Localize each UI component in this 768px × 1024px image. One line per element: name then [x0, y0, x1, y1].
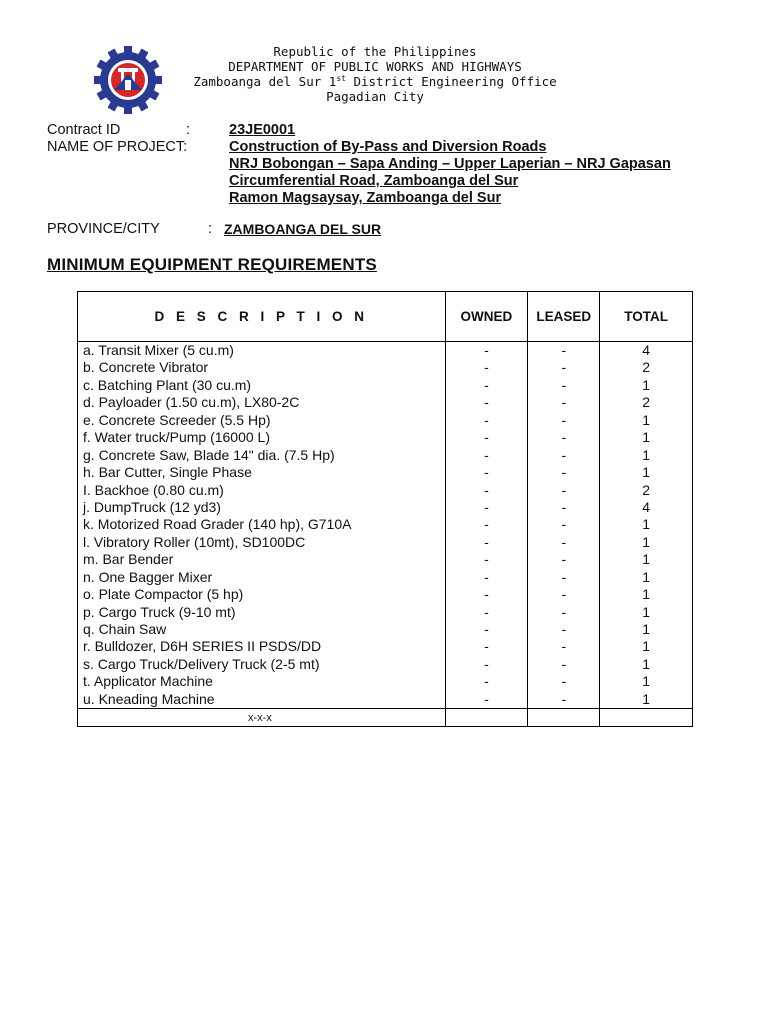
leased-value: -	[561, 411, 567, 428]
equipment-description: q. Chain Saw	[83, 621, 167, 637]
owned-value: -	[484, 516, 489, 533]
owned-value: -	[484, 376, 489, 393]
leased-value: -	[561, 603, 567, 620]
leased-value: -	[561, 533, 567, 550]
owned-value: -	[484, 568, 489, 585]
owned-value: -	[484, 411, 489, 428]
total-value: 1	[642, 429, 651, 446]
leased-value: -	[561, 342, 567, 358]
equipment-description: p. Cargo Truck (9-10 mt)	[83, 603, 236, 620]
province-colon: :	[208, 221, 213, 237]
leased-column	[528, 342, 600, 709]
leased-value: -	[561, 359, 567, 376]
equipment-description: r. Bulldozer, D6H SERIES II PSDS/DD	[83, 638, 322, 655]
owned-value: -	[484, 638, 489, 655]
equipment-description: b. Concrete Vibrator	[83, 359, 209, 376]
dpwh-logo-icon	[92, 44, 164, 116]
total-value: 1	[642, 621, 651, 637]
leased-value: -	[561, 394, 567, 411]
equipment-description: I. Backhoe (0.80 cu.m)	[83, 481, 224, 498]
leased-value: -	[561, 446, 567, 463]
contract-id-label: Contract ID	[47, 122, 121, 138]
total-value: 1	[642, 446, 651, 463]
project-name-line: Ramon Magsaysay, Zamboanga del Sur	[229, 190, 502, 206]
leased-value: -	[561, 638, 567, 655]
owned-value: -	[484, 481, 489, 498]
total-value: 1	[642, 673, 651, 690]
leased-value: -	[561, 481, 567, 498]
section-title: MINIMUM EQUIPMENT REQUIREMENTS	[47, 255, 377, 274]
province-label: PROVINCE/CITY	[47, 221, 160, 237]
header-district-office: Zamboanga del Sur 1st District Engineering Office	[193, 73, 557, 89]
equipment-description: c. Batching Plant (30 cu.m)	[83, 376, 252, 393]
leased-value: -	[561, 429, 567, 446]
header-owned: OWNED	[445, 292, 528, 342]
total-value: 1	[642, 568, 651, 585]
equipment-description: f. Water truck/Pump (16000 L)	[83, 429, 270, 446]
contract-id-value: 23JE0001	[229, 122, 296, 138]
equipment-description: k. Motorized Road Grader (140 hp), G710A	[83, 516, 352, 533]
header-total: TOTAL	[600, 292, 693, 342]
leased-value: -	[561, 498, 567, 515]
equipment-description: h. Bar Cutter, Single Phase	[83, 464, 252, 481]
equipment-description: o. Plate Compactor (5 hp)	[83, 586, 244, 603]
header-leased: LEASED	[528, 292, 600, 342]
owned-value: -	[484, 586, 489, 603]
equipment-description: s. Cargo Truck/Delivery Truck (2-5 mt)	[83, 655, 320, 672]
total-value: 1	[642, 603, 651, 620]
contract-id-colon: :	[186, 122, 191, 138]
project-name-label: NAME OF PROJECT:	[47, 139, 188, 155]
end-marker: x-x-x	[78, 709, 446, 727]
equipment-description: l. Vibratory Roller (10mt), SD100DC	[83, 533, 306, 550]
table-body-row	[78, 342, 693, 709]
leased-value: -	[561, 655, 567, 672]
total-value: 1	[642, 411, 651, 428]
leased-value: -	[561, 673, 567, 690]
total-value: 2	[642, 394, 651, 411]
leased-value: -	[561, 690, 567, 707]
owned-value: -	[484, 429, 489, 446]
owned-value: -	[484, 603, 489, 620]
total-value: 1	[642, 533, 651, 550]
province-value: ZAMBOANGA DEL SUR	[224, 221, 382, 237]
equipment-description: g. Concrete Saw, Blade 14" dia. (7.5 Hp)	[83, 446, 335, 463]
table-end-row	[78, 709, 693, 727]
document-header	[170, 44, 580, 104]
total-value: 1	[642, 655, 651, 672]
leased-value: -	[561, 516, 567, 533]
owned-value: -	[484, 359, 489, 376]
total-column	[600, 342, 693, 709]
owned-value: -	[484, 464, 489, 481]
empty-cell	[528, 709, 600, 727]
owned-value: -	[484, 690, 489, 707]
table-header-row	[78, 292, 693, 342]
contract-info	[47, 122, 747, 207]
owned-value: -	[484, 342, 489, 358]
owned-value: -	[484, 498, 489, 515]
equipment-description: t. Applicator Machine	[83, 673, 213, 690]
total-value: 1	[642, 551, 651, 568]
owned-value: -	[484, 394, 489, 411]
empty-cell	[445, 709, 528, 727]
total-value: 1	[642, 516, 651, 533]
owned-value: -	[484, 551, 489, 568]
header-department: DEPARTMENT OF PUBLIC WORKS AND HIGHWAYS	[228, 59, 522, 74]
owned-value: -	[484, 533, 489, 550]
total-value: 1	[642, 638, 651, 655]
leased-value: -	[561, 551, 567, 568]
owned-value: -	[484, 673, 489, 690]
project-name-line: Circumferential Road, Zamboanga del Sur	[229, 173, 519, 189]
description-column	[78, 342, 446, 709]
owned-value: -	[484, 655, 489, 672]
total-value: 2	[642, 481, 651, 498]
project-name-line: NRJ Bobongan – Sapa Anding – Upper Laperian – NRJ Gapasan	[229, 156, 671, 172]
header-city: Pagadian City	[326, 89, 424, 104]
leased-value: -	[561, 586, 567, 603]
equipment-description: n. One Bagger Mixer	[83, 568, 213, 585]
leased-value: -	[561, 568, 567, 585]
equipment-description: d. Payloader (1.50 cu.m), LX80-2C	[83, 394, 300, 411]
owned-column	[445, 342, 528, 709]
equipment-description: m. Bar Bender	[83, 551, 174, 568]
header-description: D E S C R I P T I O N	[78, 292, 446, 342]
owned-value: -	[484, 621, 489, 637]
project-name-line: Construction of By-Pass and Diversion Roads	[229, 139, 547, 155]
total-value: 1	[642, 376, 651, 393]
leased-value: -	[561, 464, 567, 481]
equipment-description: j. DumpTruck (12 yd3)	[83, 498, 221, 515]
equipment-description: e. Concrete Screeder (5.5 Hp)	[83, 411, 271, 428]
total-value: 1	[642, 690, 651, 707]
leased-value: -	[561, 376, 567, 393]
equipment-description: a. Transit Mixer (5 cu.m)	[83, 342, 234, 358]
equipment-description: u. Kneading Machine	[83, 690, 215, 707]
total-value: 2	[642, 359, 651, 376]
leased-value: -	[561, 621, 567, 637]
province-row	[47, 221, 747, 238]
total-value: 4	[642, 498, 651, 515]
total-value: 4	[642, 342, 651, 358]
total-value: 1	[642, 586, 651, 603]
empty-cell	[600, 709, 693, 727]
total-value: 1	[642, 464, 651, 481]
owned-value: -	[484, 446, 489, 463]
equipment-table	[77, 291, 693, 727]
header-republic: Republic of the Philippines	[273, 44, 477, 59]
